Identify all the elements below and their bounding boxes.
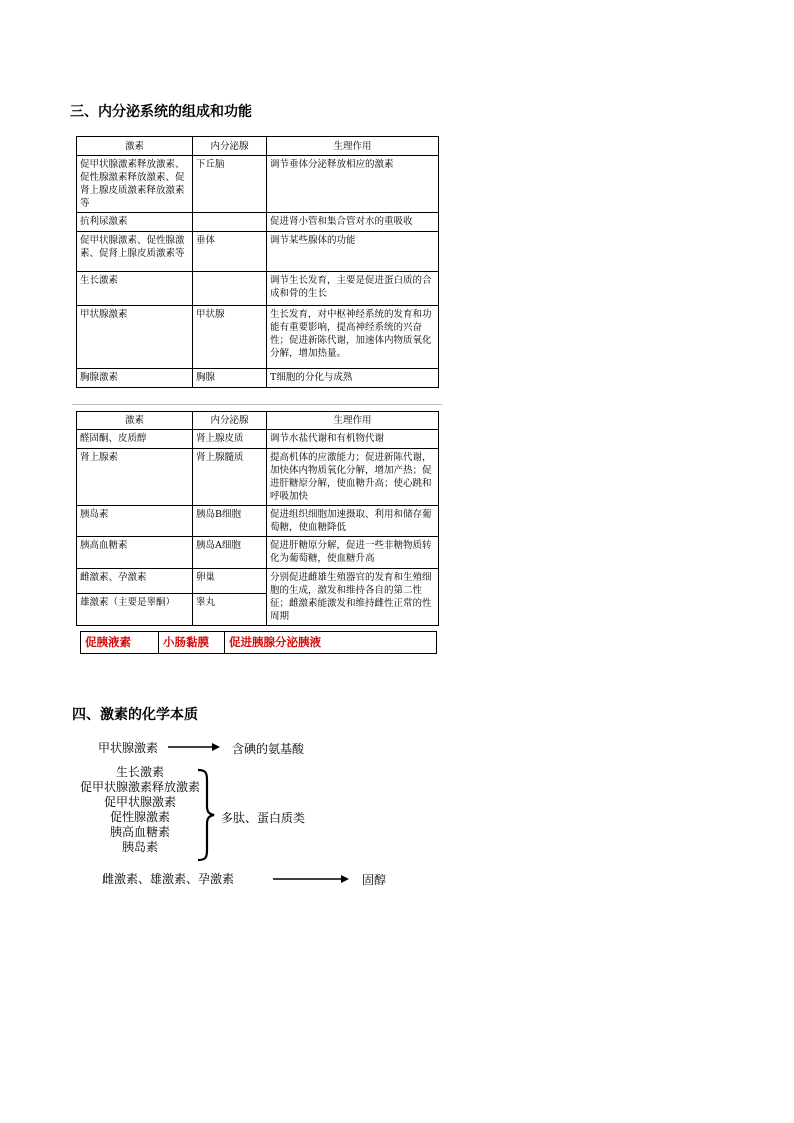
endocrine-table-1	[76, 136, 439, 388]
section4-title: 四、激素的化学本质	[72, 707, 198, 723]
brace-icon	[196, 768, 216, 862]
thyroid-hormone-label: 甲状腺激素	[98, 741, 159, 755]
table-row	[77, 449, 439, 506]
table-row	[77, 306, 439, 369]
header-function: 生理作用	[267, 137, 439, 156]
cell-gland: 卵巢	[193, 569, 267, 594]
peptide-result-label: 多肽、蛋白质类	[221, 811, 306, 825]
cell-function: 促进肾小管和集合管对水的重吸收	[267, 213, 439, 232]
cell-hormone: 促甲状腺激素、促性腺激素、促肾上腺皮质激素等	[77, 232, 193, 272]
list-item: 促甲状腺激素	[103, 795, 176, 809]
cell-hormone: 雄激素（主要是睾酮）	[77, 594, 193, 626]
cell-function: T细胞的分化与成熟	[267, 369, 439, 388]
cell-gland: 甲状腺	[193, 306, 267, 369]
cell-function: 促进胰腺分泌胰液	[225, 632, 437, 654]
table-row	[77, 232, 439, 272]
table-header-row	[77, 137, 439, 156]
cell-hormone: 甲状腺激素	[77, 306, 193, 369]
cell-gland: 睾丸	[193, 594, 267, 626]
list-item: 生长激素	[115, 765, 164, 779]
table-row	[77, 213, 439, 232]
cell-gland: 垂体	[193, 232, 267, 272]
table-row	[81, 632, 437, 654]
cell-gland: 下丘脑	[193, 156, 267, 213]
cell-hormone: 醛固酮、皮质醇	[77, 430, 193, 449]
section3-title: 三、内分泌系统的组成和功能	[70, 104, 252, 120]
cell-hormone: 促胰液素	[81, 632, 159, 654]
table-row	[77, 430, 439, 449]
cell-hormone: 胸腺激素	[77, 369, 193, 388]
cell-function: 促进肝糖原分解，促进一些非糖物质转化为葡萄糖，使血糖升高	[267, 537, 439, 569]
cell-gland	[193, 213, 267, 232]
cell-function: 提高机体的应激能力；促进新陈代谢，加快体内物质氧化分解，增加产热；促进肝糖原分解，使血糖升高；使心跳和呼吸加快	[267, 449, 439, 506]
list-item: 胰岛素	[121, 840, 158, 854]
cell-function: 调节某些腺体的功能	[267, 232, 439, 272]
header-hormone: 激素	[77, 412, 193, 430]
table-header-row	[77, 412, 439, 430]
cell-function: 调节生长发育，主要是促进蛋白质的合成和骨的生长	[267, 272, 439, 306]
cell-function: 促进组织细胞加速摄取、利用和储存葡萄糖，使血糖降低	[267, 506, 439, 537]
header-gland: 内分泌腺	[193, 412, 267, 430]
steroid-result-label: 固醇	[362, 873, 387, 887]
table-row	[77, 156, 439, 213]
steroid-hormones-label: 雌激素、雄激素、孕激素	[102, 872, 235, 886]
list-item: 促甲状腺激素释放激素	[79, 780, 200, 794]
cell-gland: 肾上腺皮质	[193, 430, 267, 449]
cell-function: 调节水盐代谢和有机物代谢	[267, 430, 439, 449]
cell-hormone: 抗利尿激素	[77, 213, 193, 232]
list-item: 促性腺激素	[109, 810, 170, 824]
cell-gland: 胰岛B细胞	[193, 506, 267, 537]
endocrine-table-2	[76, 411, 439, 626]
cell-hormone: 促甲状腺激素释放激素、促性腺激素释放激素、促肾上腺皮质激素释放激素等	[77, 156, 193, 213]
arrow-right-icon	[168, 741, 220, 753]
list-item: 胰高血糖素	[109, 825, 170, 839]
header-function: 生理作用	[267, 412, 439, 430]
table-row	[77, 272, 439, 306]
header-hormone: 激素	[77, 137, 193, 156]
cell-hormone: 肾上腺素	[77, 449, 193, 506]
secretin-table	[80, 631, 437, 654]
cell-function: 分别促进雌雄生殖器官的发育和生殖细胞的生成，激发和维持各自的第二性征；雌激素能激发和维持雌性正常的性周期	[267, 569, 439, 626]
cell-hormone: 雌激素、孕激素	[77, 569, 193, 594]
cell-hormone: 生长激素	[77, 272, 193, 306]
cell-gland: 肾上腺髓质	[193, 449, 267, 506]
cell-hormone: 胰高血糖素	[77, 537, 193, 569]
cell-function: 调节垂体分泌释放相应的激素	[267, 156, 439, 213]
cell-hormone: 胰岛素	[77, 506, 193, 537]
header-gland: 内分泌腺	[193, 137, 267, 156]
arrow-right-icon	[273, 873, 349, 885]
cell-gland	[193, 272, 267, 306]
table-row	[77, 569, 439, 594]
cell-gland: 小肠黏膜	[159, 632, 225, 654]
peptide-hormone-list	[74, 765, 206, 855]
table-row	[77, 369, 439, 388]
cell-gland: 胰岛A细胞	[193, 537, 267, 569]
table-row	[77, 506, 439, 537]
cell-gland: 胸腺	[193, 369, 267, 388]
thyroid-result-label: 含碘的氨基酸	[232, 742, 305, 756]
divider	[72, 404, 442, 405]
table-row	[77, 537, 439, 569]
cell-function: 生长发育，对中枢神经系统的发育和功能有重要影响，提高神经系统的兴奋性；促进新陈代谢，加速体内物质氧化分解，增加热量。	[267, 306, 439, 369]
